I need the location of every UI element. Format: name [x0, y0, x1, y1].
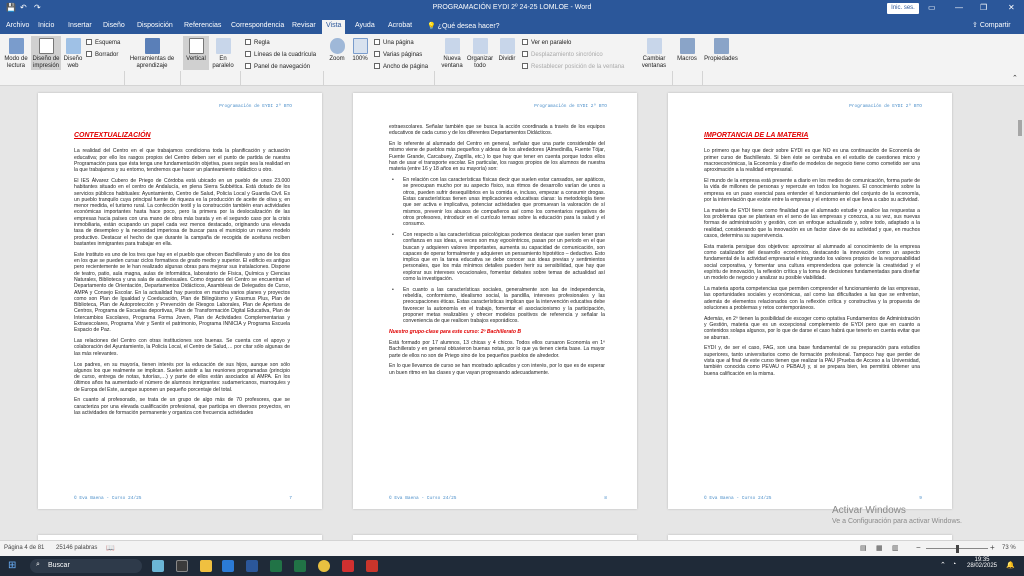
word-taskbar-icon[interactable]: [246, 560, 258, 572]
tab-diseno[interactable]: Diseño: [103, 22, 125, 29]
page-footer: [389, 496, 607, 501]
task-view-icon[interactable]: [176, 560, 188, 572]
view-side-by-side-icon: [522, 39, 528, 45]
diseno-impresion-button[interactable]: [31, 36, 61, 70]
panel-navegacion-checkbox[interactable]: [245, 63, 310, 70]
paragraph: En cuanto al profesorado, se trata de un grupo de algo más de 70 profesores, que se caracteriza por una elevada cualificación profesional, que participa en diversos proyectos, en las actividades de formación permanente y organiza con frecuencia actividades: [74, 397, 290, 417]
ribbon-vista: [0, 34, 1024, 86]
organizar-label: Organizar todo: [466, 56, 494, 69]
lightbulb-icon: 💡: [427, 23, 436, 30]
paragraph: La materia aporta competencias que permiten comprender el funcionamiento de las empresas, las oportunidades sociales y económicas, así como las dificultades a las que se enfrentan, además de elementos relacionados con la reflexión crítica y constructiva y la propuesta de soluciones a problemas y retos contemporáneos.: [704, 285, 920, 311]
modo-lectura-label: Modo de lectura: [4, 56, 28, 69]
paragraph: El mundo de la empresa está presente a diario en los medios de comunicación, forma parte de la vida de millones de personas y repercute en todos los hogares. El conocimiento sobre la empresa es un paso esencial para entender el funcionamiento del conjunto de la economía, por la interrelación que existe entre la empresa y el entorno en el que lleva a cabo su actividad.: [704, 177, 920, 203]
activate-subtitle: Ve a Configuración para activar Windows.: [832, 518, 962, 525]
ver-paralelo-label: Ver en paralelo: [531, 40, 572, 46]
paragraph: EYDI y, de ser el caso, FAG, son una base fundamental de su preparación para estudios superiores, tanto universitarios como de formación profesional. Tampoco hay que perder de vista que al final de este curso tienen que realizar la PAU (Prueba de Acceso a la Universidad, también conocida como PEVAU o PEBAU) y, si se prepara bien, les permitirá obtener una buena calificación en la misma.: [704, 345, 920, 377]
side-by-side-icon: [216, 38, 231, 54]
windows-taskbar: [0, 556, 1024, 576]
page-header: Programación de EYDI 2º BTO: [534, 104, 607, 109]
page-body: [389, 124, 605, 380]
subheading: Nuestro grupo-clase para este curso: 2º Bachillerato B: [389, 329, 522, 336]
taskbar-search[interactable]: [30, 559, 142, 573]
zoom-out-icon[interactable]: −: [916, 543, 921, 552]
diseno-impresion-label: Diseño de impresión: [32, 56, 60, 69]
zoom-in-icon[interactable]: +: [990, 543, 995, 552]
ancho-pagina-label: Ancho de página: [383, 64, 429, 70]
regla-checkbox[interactable]: [245, 39, 270, 46]
page-body: [704, 119, 920, 381]
redo-icon[interactable]: ↷: [34, 3, 41, 12]
tell-me-search[interactable]: [423, 20, 504, 34]
collapse-ribbon-icon[interactable]: ⌃: [1012, 75, 1018, 82]
list-item: • En cuanto a las características sociales, generalmente son las de independencia, rebeldía, conformismo, idealismo social, la pandilla, intereses profesionales y las preocupaciones éticas. Estas características implican que la intervención educativa debe favorecer la autonomía en el trabajo, fomentar el asociacionismo y la participación, proponer metas realizables y ofrecer modelos positivos de referencia y señalar la conveniencia de que realicen trabajos esporádicos.: [389, 287, 605, 325]
focus-icon[interactable]: ▤: [860, 545, 867, 552]
search-label: Buscar: [48, 562, 70, 569]
properties-icon: [714, 38, 729, 54]
page-width-icon: [374, 63, 380, 69]
read-mode-icon[interactable]: ▦: [876, 545, 883, 552]
paragraph: La materia de EYDI tiene como finalidad que el alumnado estudie y analice las respuestas a los problemas que se plantean en el seno de las empresas y conozca, a su vez, sus nuevas formas de administración y gestión, con un enfoque actualizado y, sobre todo, adaptado a la realidad, considerando que la innovación es un factor clave de su actividad y que, en muchos casos, determina su supervivencia.: [704, 207, 920, 239]
nueva-ventana-label: Nueva ventana: [441, 56, 463, 69]
paragraph: Los padres, en su mayoría, tienen interés por la educación de sus hijos, aunque son sólo algunos los que realmente se implican. Suelen asistir a las reuniones programadas (principio de curso, entrega de notas, tutorías,…) y parte de ellos están asociados al AMPA. En los últimos años ha aumentado el número de alumnos inmigrantes: sudamericanos, marroquíes y de Europa del Este, aunque suponen un pequeño porcentaje del total.: [74, 361, 290, 393]
clock-date: 28/02/2025: [966, 563, 998, 569]
window-title: PROGRAMACIÓN EYDI 2º 24-25 LOMLOE - Word: [432, 4, 592, 11]
notifications-icon[interactable]: 🔔: [1006, 562, 1015, 569]
paragraph: En lo referente al alumnado del Centro en general, señalar que una parte considerable del mismo viene de pueblos más pequeños y aldeas de los alrededores (Almedinilla, Fuente Tójar, Fuente Grande, Carcabuey, Zagrilla, etc.) lo que hay que tener en cuenta porque todos ellos han de usar el transporte escolar. En particular, los rasgos propios de los alumnos de nuestra materia (entre 16 y 18 años en su mayoría) son:: [389, 141, 605, 173]
paragraph: En lo que llevamos de curso se han mostrado aplicados y con interés, por lo que es de esperar un buen ritmo en las clases y que vayan progresando adecuadamente.: [389, 363, 605, 376]
page-number: 7: [289, 496, 292, 501]
close-icon[interactable]: ✕: [1008, 3, 1015, 12]
ribbon-tabs: [0, 17, 1024, 34]
panel-label: Panel de navegación: [254, 64, 311, 70]
ancho-pagina-button[interactable]: [374, 63, 428, 70]
sign-in-button[interactable]: Inic. ses.: [887, 3, 919, 14]
tab-correspondencia[interactable]: Correspondencia: [231, 22, 285, 29]
draft-icon: [86, 51, 92, 57]
document-page[interactable]: [38, 93, 322, 509]
desplazamiento-sincronico-button[interactable]: [522, 51, 603, 58]
en-paralelo-label: En paralelo: [212, 56, 234, 69]
reset-position-icon: [522, 63, 528, 69]
zoom-100-button[interactable]: [349, 38, 371, 63]
one-page-icon: [374, 39, 380, 45]
edge-icon[interactable]: [222, 560, 234, 572]
restore-icon[interactable]: ❐: [980, 3, 988, 12]
title-bar: [0, 0, 1024, 17]
tell-me-label: ¿Qué desea hacer?: [437, 23, 500, 30]
share-label: Compartir: [979, 22, 1011, 29]
scrollbar-thumb[interactable]: [1018, 120, 1022, 136]
zoom-slider-thumb[interactable]: [956, 545, 959, 553]
regla-box: [245, 39, 251, 45]
una-pagina-button[interactable]: [374, 39, 414, 46]
en-paralelo-button[interactable]: [210, 38, 236, 70]
cambiar-ventanas-button[interactable]: [638, 38, 670, 70]
globe-icon: [66, 38, 81, 54]
footer-author: © Eva Baena - Curso 24/25: [704, 496, 772, 501]
paragraph: Lo primero que hay que decir sobre EYDI es que NO es una continuación de Economía de primer curso de Bachillerato. Si bien éste se centraba en el estudio de cuestiones micro y macroeconómicas, la Economía y diseño de modelos de negocio tiene como cometido ser una aproximación a la realidad empresarial.: [704, 148, 920, 174]
section-heading: IMPORTANCIA DE LA MATERIA: [704, 132, 809, 139]
zoom-label: Zoom: [329, 56, 345, 62]
paragraph: El IES Álvarez Cubero de Priego de Córdoba está ubicado en un pueblo de unos 23.000 habitantes situado en el centro de Andalucía, en plena Sierra Subbética. Está dotado de los servicios públicos habituales: Ayuntamiento, Centro de Salud, Policía Local y Guardia Civil. Es un pueblo tranquilo cuya principal fuente de riqueza es la producción de aceite de oliva y, en menor medida, el turismo rural. La confección textil y la construcción también eran actividades económicas importantes hasta hace poco, pero la primera por la deslocalización de las empresas hacia países con una mano de obra más barata y en el segundo caso por la crisis inmobiliaria, están ocupando un papel cada vez menos destacado, originando una elevada tasa de desempleo y la necesidad imperiosa de buscar para el municipio un nuevo modelo productivo. Destacar el hecho de que durante la campaña de recogida de aceituna reciben bastantes inmigrantes para trabajar en ella.: [74, 177, 290, 247]
minimize-icon[interactable]: —: [955, 3, 963, 12]
organizar-todo-button[interactable]: [466, 38, 494, 70]
powerpoint-taskbar-icon[interactable]: [366, 560, 378, 572]
multiple-pages-icon: [374, 51, 380, 57]
excel-alt-taskbar-icon[interactable]: [294, 560, 306, 572]
restablecer-label: Restablecer posición de la ventana: [531, 64, 625, 70]
vertical-scroll-icon: [189, 38, 204, 54]
outline-icon: [86, 39, 92, 45]
paragraph: Además, en 2º tienen la posibilidad de escoger como optativa Fundamentos de Administración y Gestión, materia que es un excepcional complemento de EYDI pero que en cuanto a contenidos solapa algunos, por lo que de darse el caso habrá que tenerlo en cuenta evitar que se aburran.: [704, 315, 920, 341]
document-area[interactable]: [0, 86, 1024, 540]
web-layout-icon[interactable]: ▥: [892, 545, 899, 552]
file-explorer-icon[interactable]: [200, 560, 212, 572]
undo-icon[interactable]: ↶: [20, 3, 27, 12]
cambiar-label: Cambiar ventanas: [641, 56, 667, 69]
nueva-ventana-button[interactable]: [438, 38, 466, 70]
arrange-all-icon: [473, 38, 488, 54]
zoom-level[interactable]: 73 %: [1002, 545, 1016, 551]
lineas-checkbox[interactable]: [245, 51, 316, 58]
status-bar: [0, 540, 1024, 556]
bullet-list: [389, 177, 605, 325]
diseno-web-label: Diseño web: [63, 56, 83, 69]
page-header: Programación de EYDI 2º BTO: [849, 104, 922, 109]
tab-acrobat[interactable]: Acrobat: [388, 22, 413, 29]
page-body: [74, 119, 290, 421]
page-footer: [704, 496, 922, 501]
acrobat-taskbar-icon[interactable]: [342, 560, 354, 572]
split-icon: [500, 38, 515, 54]
page-number: 8: [604, 496, 607, 501]
switch-windows-icon: [647, 38, 662, 54]
ribbon-display-icon[interactable]: ▭: [928, 3, 936, 12]
vertical-button[interactable]: [183, 36, 209, 70]
panel-box: [245, 63, 251, 69]
print-layout-icon: [39, 38, 54, 54]
borrador-label: Borrador: [95, 52, 119, 58]
esquema-button[interactable]: [86, 39, 120, 46]
tab-referencias[interactable]: Referencias: [184, 22, 222, 29]
tray-chevron-icon[interactable]: ⌃: [940, 562, 946, 569]
varias-paginas-button[interactable]: [374, 51, 422, 58]
paragraph: Las relaciones del Centro con otras instituciones son buenas. Se cuenta con el apoyo y colaboración del Ayuntamiento, la Policía Local, el Centro de Salud,… por citar sólo algunas de las más relevantes.: [74, 338, 290, 357]
paragraph: Está formado por 17 alumnos, 13 chicas y 4 chicos. Todos ellos cursaron Economía en 1º Bachillerato y en general obtuvieron buenas notas, por lo que ya tienen cierta base. La mayor parte de ellos no son de Priego sino de los pequeños pueblos de alrededor.: [389, 339, 605, 359]
hundred-percent-icon: [353, 38, 368, 54]
clock-time: 19:35: [974, 557, 990, 563]
dividir-button[interactable]: [496, 38, 518, 63]
dividir-label: Dividir: [498, 56, 516, 62]
footer-author: © Eva Baena - Curso 24/25: [389, 496, 457, 501]
propiedades-label: Propiedades: [704, 56, 738, 62]
list-item: • En relación con las características físicas decir que suelen estar cansados, ser apáticos, se preocupan mucho por su aspecto físico, sus ritmos de desarrollo varían de unos a otros, pueden sufrir desequilibrios en la comida e, incluso, empezar a consumir drogas. Estas características tienen unas implicaciones educativas claras: la metodología tiene que ser activa e implicativa, potenciar actividades que promuevan la valoración de sí mismos, prevenir los abusos de compañeros así como los comentarios negativos de otros profesores, introducir en el currículo temas sobre la educación para la salud y el consumo.: [389, 177, 605, 227]
search-icon: ⌕: [36, 561, 40, 568]
footer-author: © Eva Baena - Curso 24/25: [74, 496, 142, 501]
proofing-icon[interactable]: 📖: [106, 545, 115, 552]
paragraph: Este Instituto es uno de los tres que hay en el pueblo que ofrecen Bachillerato y uno de los dos en los que se pueden cursar ciclos formativos de grado medio y superior. El edificio es antiguo pero recientemente se le han realizado algunas obras para mejorar sus instalaciones. Dispone de teatro, patio, aula magna, aulas de informática, laboratorio de Física, Química y Ciencias Naturales, Biblioteca y una sala de audiovisuales. Como órganos del Centro se encuentran el Departamento de Orientación, Departamentos Didácticos, Asambleas de Delegados de Curso, AMPA y Consejo Escolar. En la actualidad hay puestos en marcha varios planes y proyectos como son Plan de Igualdad y Coeducación, Plan de Bilingüismo y Erasmus Plus, Plan de Biblioteca, Plan de Autoprotección y Prevención de Riesgos Laborales, Plan de Apertura de Centros, Programa de Escuelas deportivas, Plan de Transformación Digital Educativa, Plan de Intercambios Escolares, Programa Forma Joven, Plan de Actividades Complementarias y Extraescolares, Programa Vivir y Sentir el patrimonio, Programa INNICIA y Programa Escuela Espacio de Paz.: [74, 251, 290, 334]
activate-title: Activar Windows: [832, 505, 906, 516]
network-icon[interactable]: ◔: [952, 561, 957, 568]
modo-lectura-button[interactable]: [3, 38, 29, 70]
magnifier-icon: [330, 38, 345, 54]
esquema-label: Esquema: [95, 40, 121, 46]
list-item: • Con respecto a las características psicológicas podemos destacar que suelen tener gran confianza en sus ideas, a veces son muy egocéntricos, pasan por un periodo en el que buscan y adquieren valores importantes, aumenta su capacidad de comunicación, son capaces de operar formalmente y adquieren un pensamiento hipotético – deductivo. Esto implica que en la tarea educativa se debe conocer sus ideas previas y sentimientos personales, que los más mínimos detalles pueden herir su sensibilidad, que hay que explorar sus intereses vocacionales, fomentar debates sobre temas de actualidad así como la investigación.: [389, 232, 605, 282]
tab-vista[interactable]: Vista: [322, 20, 345, 34]
paragraph: La realidad del Centro en el que trabajamos condiciona toda la planificación y actuación educativa; por ello los rasgos propios del Centro deben ser el punto de partida de nuestra Programación para que ésta tenga une fundamentación objetiva, pues según sea la realidad en la que trabajamos y su entorno, tendremos que hacer un planteamiento didáctico u otro.: [74, 148, 290, 174]
learning-tools-icon: [145, 38, 160, 54]
activate-windows-watermark: [832, 505, 962, 525]
varias-paginas-label: Varias páginas: [383, 52, 423, 58]
tab-archivo[interactable]: Archivo: [6, 22, 30, 29]
paragraph: extraescolares. Señalar también que se busca la acción coordinada a través de los equipos educativos de cada curso y de los diferentes Departamentos Didácticos.: [389, 124, 605, 137]
windows-start-icon[interactable]: ⊞: [8, 560, 17, 571]
vertical-label: Vertical: [186, 56, 206, 62]
restablecer-posicion-button[interactable]: [522, 63, 624, 70]
chrome-icon[interactable]: [318, 560, 330, 572]
regla-label: Regla: [254, 40, 270, 46]
page-footer: [74, 496, 292, 501]
taskbar-clock[interactable]: [966, 557, 998, 569]
share-icon: ⇪: [972, 22, 980, 29]
word-count[interactable]: 25146 palabras: [56, 545, 98, 551]
zoom-button[interactable]: [327, 38, 347, 63]
sync-scroll-icon: [522, 51, 528, 57]
book-icon: [9, 38, 24, 54]
herramientas-label: Herramientas de aprendizaje: [129, 56, 175, 69]
tab-insertar[interactable]: Insertar: [68, 22, 92, 29]
tab-disposicion[interactable]: Disposición: [137, 22, 173, 29]
lineas-box: [245, 51, 251, 57]
tab-inicio[interactable]: Inicio: [38, 22, 55, 29]
document-page[interactable]: [353, 93, 637, 509]
ver-paralelo-button[interactable]: [522, 39, 571, 46]
desplazamiento-label: Desplazamiento sincrónico: [531, 52, 603, 58]
lineas-label: Líneas de la cuadrícula: [254, 52, 317, 58]
herramientas-aprendizaje-button[interactable]: [129, 38, 175, 70]
tab-revisar[interactable]: Revisar: [292, 22, 316, 29]
zoom-100-label: 100%: [352, 56, 368, 62]
page-number: 9: [919, 496, 922, 501]
document-page[interactable]: [668, 93, 952, 509]
excel-taskbar-icon[interactable]: [270, 560, 282, 572]
widgets-icon[interactable]: [152, 560, 164, 572]
paragraph: Esta materia persigue dos objetivos: aproximar al alumnado al conocimiento de la empresa como catalizador del desarrollo económico, destacando la innovación como un aspecto fundamental de la actividad empresarial e integrando los valores propios de la responsabilidad social corporativa, y fomentar una cultura emprendedora que potencie la creatividad y el espíritu de innovación, la reflexión crítica y la toma de decisiones fundamentadas para diseñar un modelo de negocio y analizar su posible viabilidad.: [704, 243, 920, 282]
page-count[interactable]: Página 4 de 81: [4, 545, 45, 551]
save-icon[interactable]: 💾: [6, 3, 16, 12]
vertical-scrollbar[interactable]: [1016, 86, 1024, 540]
macros-label: Macros: [677, 56, 697, 62]
propiedades-button[interactable]: [704, 38, 738, 63]
tab-ayuda[interactable]: Ayuda: [355, 22, 375, 29]
macros-icon: [680, 38, 695, 54]
una-pagina-label: Una página: [383, 40, 414, 46]
section-heading: CONTEXTUALIZACIÓN: [74, 132, 151, 139]
borrador-button[interactable]: [86, 51, 118, 58]
diseno-web-button[interactable]: [62, 38, 84, 70]
share-button[interactable]: [972, 21, 1011, 29]
macros-button[interactable]: [676, 38, 698, 63]
new-window-icon: [445, 38, 460, 54]
page-header: Programación de EYDI 2º BTO: [219, 104, 292, 109]
